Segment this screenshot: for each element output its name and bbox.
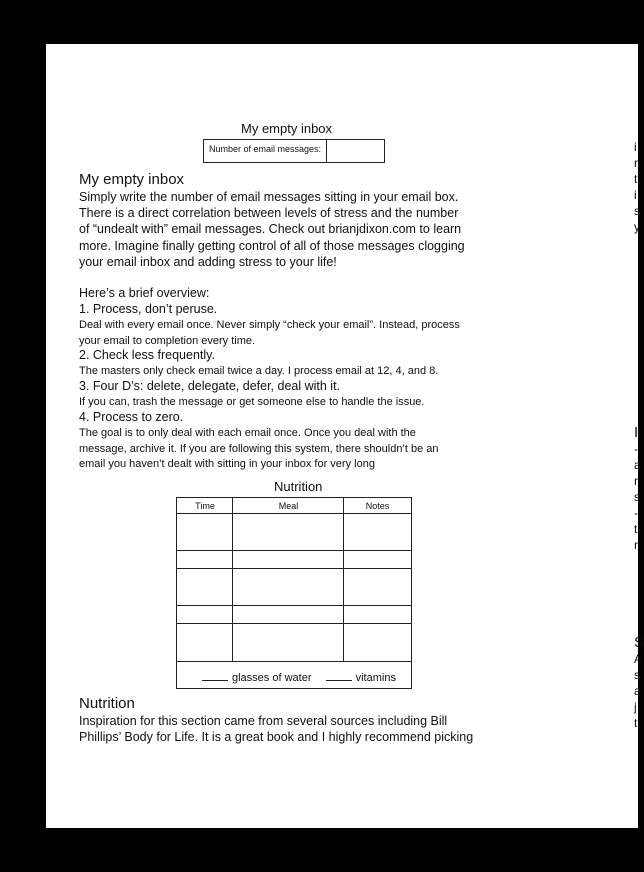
edge-char: s (634, 490, 640, 504)
field-divider (326, 140, 327, 162)
water-tracker (202, 672, 396, 684)
vitamins-label: vitamins (355, 672, 396, 684)
column-header-notes: Notes (365, 501, 390, 511)
item-line: The goal is to only deal with each email once. Once you deal with the (79, 427, 416, 439)
edge-char: j (634, 700, 637, 714)
item-line: message, archive it. If you are following this system, there shouldn’t be an (79, 442, 439, 455)
column-header-meal: Meal (278, 501, 299, 511)
edge-char: r (634, 538, 638, 552)
edge-char: - (634, 442, 638, 456)
edge-char: t (634, 522, 638, 536)
item-title: 3. Four D’s: delete, delegate, defer, deal with it. (79, 379, 341, 393)
edge-char: - (634, 506, 638, 520)
item-body (79, 395, 425, 411)
edge-char: t (634, 716, 638, 730)
edge-char: r (634, 156, 638, 170)
nutrition-form-title: Nutrition (274, 479, 323, 494)
item-line: your email to completion every time. (79, 334, 256, 347)
paragraph-line: your email inbox and adding stress to your life! (79, 254, 337, 269)
item-title: 2. Check less frequently. (79, 348, 215, 362)
item-line: email you haven’t dealt with sitting in your inbox for very long (79, 458, 375, 470)
inbox-paragraph (79, 189, 465, 270)
nutrition-heading: Nutrition (79, 695, 135, 712)
paragraph-line: Simply write the number of email messages sitting in your email box. (79, 190, 459, 204)
paragraph-line: of “undealt with” email messages. Check out brianjdixon.com to learn (79, 222, 462, 237)
item-line: Deal with every email once. Never simply “check your email”. Instead, process (79, 319, 460, 331)
inbox-count-label: Number of email messages: (209, 144, 322, 154)
item-line: If you can, trash the message or get someone else to handle the issue. (79, 396, 425, 408)
item-title: 1. Process, don’t peruse. (79, 302, 218, 316)
nutrition-paragraph (79, 713, 473, 745)
paragraph-line: Inspiration for this section came from several sources including Bill (79, 714, 448, 728)
paragraph-line: Phillips’ Body for Life. It is a great book and I highly recommend picking (79, 730, 474, 745)
item-body (79, 318, 460, 349)
column-header-time: Time (195, 501, 215, 511)
inbox-form-title: My empty inbox (241, 121, 333, 136)
edge-char: i (634, 188, 637, 202)
item-line: The masters only check email twice a day. I process email at 12, 4, and 8. (79, 365, 439, 377)
edge-char: S (634, 634, 644, 651)
row-rule (177, 568, 411, 569)
overview-intro: Here’s a brief overview: (79, 286, 210, 300)
row-rule (177, 623, 411, 624)
edge-char: a (634, 684, 641, 698)
inbox-heading: My empty inbox (79, 171, 185, 188)
row-rule (177, 513, 411, 514)
column-rule (343, 498, 344, 661)
edge-char: y (634, 220, 640, 234)
column-rule (232, 498, 233, 661)
edge-char: i (634, 140, 637, 154)
edge-char: a (634, 458, 641, 472)
paragraph-line: There is a direct correlation between levels of stress and the number (79, 206, 459, 221)
paragraph-line: more. Imagine finally getting control of all of those messages clogging (79, 238, 465, 253)
edge-char: t (634, 172, 638, 186)
item-body (79, 426, 439, 473)
water-label: glasses of water (232, 672, 312, 684)
water-blank (202, 680, 228, 681)
edge-char: A (634, 652, 643, 666)
row-rule (177, 550, 411, 551)
edge-char: s (634, 668, 640, 682)
nutrition-table (176, 497, 412, 689)
inbox-count-field (203, 139, 385, 163)
row-rule (177, 661, 411, 662)
edge-char: r (634, 474, 638, 488)
edge-char: s (634, 204, 640, 218)
item-title: 4. Process to zero. (79, 410, 184, 424)
edge-char: I (634, 424, 639, 441)
row-rule (177, 605, 411, 606)
vitamins-blank (326, 680, 352, 681)
document-page (46, 44, 644, 828)
item-body (79, 364, 438, 380)
